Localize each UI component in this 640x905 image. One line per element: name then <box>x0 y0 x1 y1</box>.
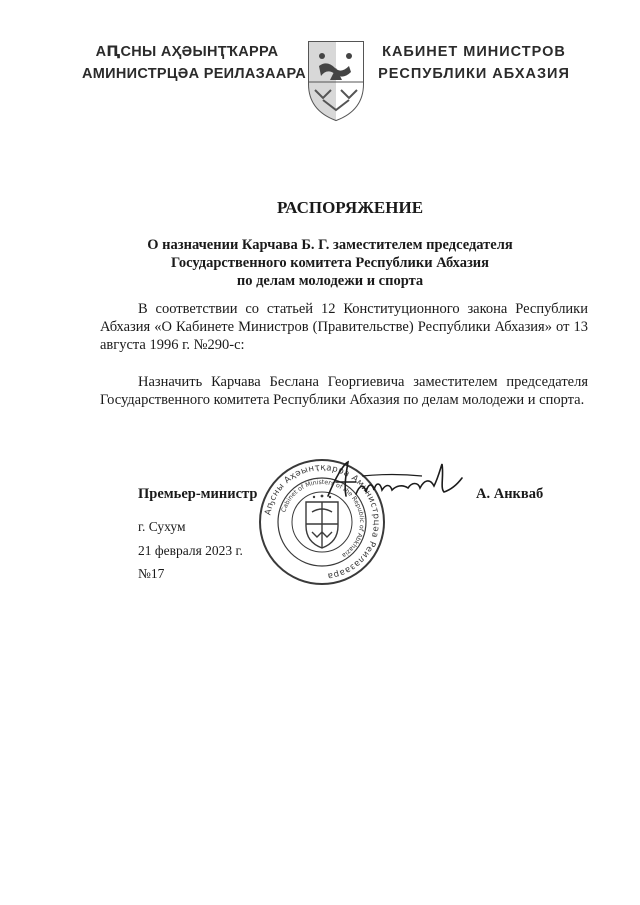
document-date: 21 февраля 2023 г. <box>138 543 243 558</box>
paragraph-basis: В соответствии со статьей 12 Конституционного закона Республики Абхазия «О Кабинете Министров (Правительстве) Республики Абхазия» от 13 августа 1996 г. №290-с: <box>100 301 588 353</box>
coat-of-arms-icon <box>305 38 367 122</box>
header-left-line2: АМИНИСТРЦӘА РЕИЛАЗААРА <box>82 66 307 82</box>
header-right-line2: РЕСПУБЛИКИ АБХАЗИЯ <box>378 66 570 82</box>
stamp-emblem-icon <box>306 502 338 548</box>
subject-line2: Государственного комитета Республики Абхазия <box>170 255 490 271</box>
signature-role: Премьер-министр <box>138 486 258 502</box>
handwritten-signature <box>322 456 470 504</box>
paragraph-decision: Назначить Карчава Беслана Георгиевича заместителем председателя Государственного комитета Республики Абхазия по делам молодежи и спорта. <box>100 374 588 408</box>
signatory-name: А. Анкваб <box>476 486 544 502</box>
subject-line1: О назначении Карчава Б. Г. заместителем председателя <box>147 237 513 253</box>
subject-line3: по делам молодежи и спорта <box>236 273 424 289</box>
stamp-outer-text: Аҧсны Аҳәынҭқарра Аминистрцәа Реилазаара <box>263 462 382 581</box>
document-title: РАСПОРЯЖЕНИЕ <box>276 198 424 217</box>
document-place: г. Сухум <box>138 519 186 534</box>
header-right-russian <box>374 41 574 85</box>
document-number: №17 <box>138 566 165 581</box>
stamp-inner-text: Cabinet of Ministers of the Republic of Abkhazia <box>280 478 366 559</box>
header-left-line1: АԤСНЫ АҲӘЫНҬҠАРРА <box>95 44 279 60</box>
header-left-abkhaz <box>82 41 307 85</box>
header-right-line1: КАБИНЕТ МИНИСТРОВ <box>382 44 566 60</box>
document-subject <box>130 236 530 290</box>
